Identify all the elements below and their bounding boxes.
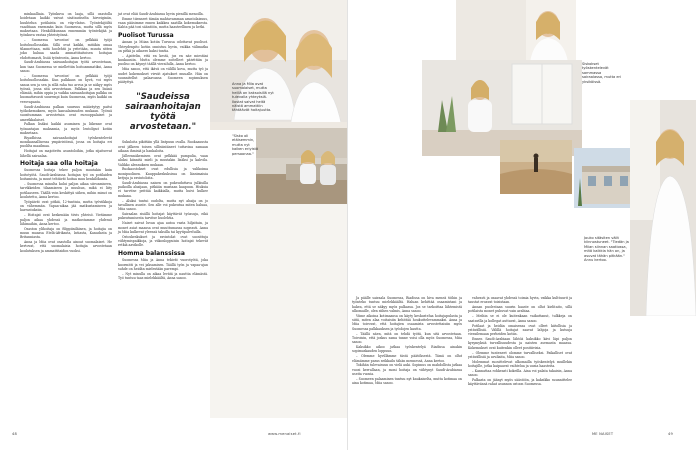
article-paragraph: Sukuloita pikittäin yllä lintpuun ovalla. Ruokaasusta ovat jälkeen toisen sillisiintäneet tuttavina samaan aikaan ihmisiä ja hankaloita.: [118, 140, 208, 154]
photo-living-room: [256, 128, 348, 204]
photo-caption: [232, 134, 262, 156]
nurses-portrait-image: [210, 0, 348, 130]
footer-url[interactable]: www.menaiset.fi: [268, 432, 301, 436]
section-heading: Homma balanssissa: [118, 249, 185, 257]
article-paragraph: – Hoitajat ovat keskenään tiivis yhteisö. Vietämme paljon aikaa yhdessä ja matkustamme yhdessä lähimaihin, Anna kertoo.: [20, 213, 112, 226]
article-paragraph: – Täällä näen, mitä on tehdä työtä, kun sitä arvostetaan. Toivoisin, että joskus sama tunne voisi olla myös Suomessa, Miia sanoo.: [352, 331, 462, 345]
article-paragraph: Potilaat ja heidän omaisensa ovat olleet kiitollisia ja ystävällisiä. Välillä hoitajat saavat lahjoja ja kutsuja vierailemaan perheiden kotiin.: [468, 323, 572, 337]
article-paragraph: Tokihän tulevaisuus on vielä auki. Sopimus on mahdollista jatkaa vuosi kerrallaan, ja moni hoitaja on viihtynyt Saudi-Arabiassa useita vuosia.: [352, 363, 462, 377]
article-paragraph: Palkasta on jäänyt myös säästöön, ja kaksikko suunnittelee käyttävänsä rahat asunnon ostoon Suomessa.: [468, 378, 572, 387]
photo-desert-left: [210, 204, 348, 418]
article-paragraph: Viime aikoina kotimaassa on käyty keskustelua hoitajapulasta ja siitä, miten alaa voitaisiin kehittää houkuttelevammaksi. Anna ja Miia toivovat, että hoitajien osaamista arvostettaisiin myös Suomessa palkkauksen ja työolojen kautta.: [352, 313, 462, 331]
desert-image: [210, 204, 348, 418]
nurse-portrait-image: [630, 100, 696, 316]
article-paragraph: Emme tiienneet tämän mahtavamman asuntolaisuus, vaan pääsimme ennen kaikkea saatilla kokemuksesta. Kahta pää tosi sääntöön, mutta haasteellinen ja hetki.: [118, 16, 208, 30]
article-paragraph: Sairaalan sisällä hoitajat käyttävät työasuja, eikä pukeutumisesta tarvitse huolehtia.: [118, 212, 208, 221]
photo-nurse-portrait: [630, 100, 696, 316]
article-paragraph: – Meihin se ei ole kuitenkaan vaikuttanut, tulkkeja on saatavilla ja kollegat auttavat, Anna sanoo.: [468, 314, 572, 323]
article-paragraph: minkaalliaia. Työnkuva on laaja, sillä osastolla hoidetaan kaikki vaivat sisätautiselta hirveiginän, huuhtelun potilaista on viip-vlatus. Työntekijöiltä vaaditaan enemmän kuin Suomessa, mutta sillä myös maksetaan. Henkilökunnan ennemmän työntekijää ja työnkuva vastaa yhteistyönsä.: [20, 12, 112, 38]
article-paragraph: – Suomessa 'arvostus' on pelkkää työjä hoitohuollossakin. Sillä ovat kaikki, mitäkin omaa tilannettaan, mitä huolehtii ja yritetään, muuta sitten joku haluaa saada ammattitaitoisen hoitajan ehdottomasti, lisää työnteosta, Anna kertoo.: [20, 38, 112, 60]
article-paragraph: – Aluksi tuntui oudolta, mutta nyt abaija on jo tavallinen asuste. Sen alle voi pukeutua miten haluaa, Miia sanoo.: [118, 198, 208, 212]
article-paragraph: Suomessa hoitaja tekee paljon muutakin kuin hoitotyötä. Saudi-Arabiassa hoitajan työ on potilaiden hoitamista, ja muut tehtävät hoitaa muu henkilökunta.: [20, 168, 112, 182]
photo-nurses-portrait: [210, 0, 348, 130]
article-paragraph: – Nyt minulla on aikaa levätä ja nauttia elämästä. Työ tuntuu taas mielekkäältä, Anna sanoo.: [118, 271, 208, 280]
article-paragraph: jat ovat eläii Saudi-Arabiassa hyvin pienillä menoilla.: [118, 12, 204, 16]
article-paragraph: Saudi-Arabiassa sairaanhoitajan työtä arvostetaan, kun taas Suomessa se miellettiin hoitoammatiksi, Anna sanoo.: [20, 60, 112, 74]
article-paragraph: – Suomeen palaaminen tuntuu nyt kaukaiselta, mutta kotimaa on aina kotimaa, Miia sanoo.: [352, 376, 462, 386]
article-paragraph: – Olemme tunteneet olomme turvalliseksi. Paikalliset ovat ystävällisiä ja avuliaita, Miia sanoo.: [468, 350, 572, 359]
desert-walk-image: [500, 140, 572, 194]
article-paragraph: Kaksikko aikoo jatkaa työskentelyä Riadissa ainakin sopimuskauden loppuun.: [352, 345, 462, 354]
article-paragraph: – Suomessa minulta kului paljon aikaa siivoamiseen, tarvikkeiden tilaamiseen ja muuhun, mikä ei liity potilaaseen. Täällä voin keskittyä siihen, mihin minut on koulutettu, Anna kertoo.: [20, 181, 112, 199]
article-paragraph: Miia sanoo, että ikävä on välillä kova, mutta työ ja uudet kokemukset vievät ajatukset muualle. Hän on suunnitellut palaavansa Suomeen sopimuksen päätyttyä.: [118, 67, 208, 85]
photo-caption: [232, 82, 276, 113]
article-paragraph: Ruokaostokset ovat edullisia ja valikoima monipuolinen. Kauppakeskuksissa on länsimaisia ketjuja ja ravintoloita.: [118, 167, 208, 180]
photo-desert-walk: [500, 140, 572, 194]
article-column: [118, 12, 208, 281]
article-paragraph: – Ajattelin, että en kestä, jos en näe miestäni kuukausiin. Mutta olemme soitelleet päivittäin ja puoliso on käynyt täällä vierailulla, Anna kertoo.: [118, 53, 208, 67]
photo-caption: [582, 62, 622, 84]
article-paragraph: – Kannattaa rohkeasti kokeilla. Aina voi palata takaisin, Anna sanoo.: [468, 368, 572, 378]
article-paragraph: Ostoskeskukset ja ravintolat ovat suosittuja viihtymispaikkoja, ja viikonloppuisin hoitajat tekevät retkiä aavikolle.: [118, 234, 208, 248]
article-paragraph: Palkan lisäksi kaikki asuminen ja liikenne ovat työnantajan maksamia, ja myös lentoliput kotiin maksetaan.: [20, 122, 112, 135]
right-page: [348, 0, 696, 450]
article-paragraph: Annan ja Miian kotiin Turussa odottavat puolisot. Yhteydenpito kotiin onnistuu hyvin, vaikka välimatka on pitkä ja aikaero kaksi tuntia.: [118, 40, 208, 53]
section-heading: Puolisot Turussa: [118, 31, 174, 39]
article-paragraph: Anna ja Miia ovat osastolla ainoat suomalaiset. He kertovat, että suomalaisia hoitajia arvostetaan koulutuksen ja ammattitaidon vuoksi.: [20, 240, 112, 253]
living-room-image: [256, 128, 348, 204]
caption-jouko: Jouko sitäsiten välit kiinnostuneet. "Tiedän ja Miian siinnan saatiossa, mitä kaikkia hän on, ja asuvat tähän pitkään." Annu kertoo.: [584, 236, 629, 263]
photo-caption: [584, 236, 634, 262]
article-paragraph: Saudi-Arabiassa naisen on pukeuduttava julkisilla paikoilla abaijaan, pitkään mustaan kaapuun. Hiuksia ei tarvitse peittää kaikkialla, mutta huivi kulkee mukana.: [118, 180, 208, 198]
article-paragraph: Jälleennäkemisen ovat pelkkää pumpulia, vaan aluksi kiinnitä mieli ja muutakin lisäksi ja kahvila. Valikko alennuksen mukaan.: [118, 153, 208, 167]
article-paragraph: Ennen Saudi-Arabiaan lähtöä kaksikko kävi läpi paljon kysymyksiä turvallisuudesta ja naisten asemasta maassa. Kokemukset ovat kuitenkin olleet positiivisia.: [468, 337, 572, 350]
article-paragraph: Suomessa Miia ja Anna tekivät vuorotyötä, joka kuormitti ja vei jaksamisen. Täällä työn ja vapaa-ajan suhde on heidän mielestään parempi.: [118, 258, 208, 271]
page-number: 48: [12, 432, 17, 436]
caption-sisko: "Sisko oli etäisemmin, mutta nyt kaiken eriyistä persoonaa.": [232, 134, 259, 156]
article-paragraph: Naiset saivat luvan ajaa autoa vasta hiljattain, ja monet asiat maassa ovat muuttumassa nopeasti. Anna ja Miia kulkevat yleensä taksilla tai kyytipalveluilla.: [118, 221, 208, 234]
section-label: ME NAISET: [592, 432, 614, 436]
article-paragraph: Riyadhissa sairaanhoitajat työskentelevät monikansallisessa ympäristössä, jossa on hoitajia eri puolilta maailmaa.: [20, 135, 112, 149]
article-paragraph: Osaston ylihoitaja on filippiiniläinen, ja hoitajia on muun muassa Etelä-Afrikasta, Intiasta, Kanadasta ja Britanniasta.: [20, 226, 112, 240]
article-paragraph: Hoitajat on majoitettu asuntoloihin, jotka sijaitsevat lähellä sairaalaa.: [20, 149, 112, 158]
article-paragraph: Työpäivät ovat pitkiä, 12-tuntisia, mutta työviikkoja on vähemmän. Vapaa-aikaa jää matkustamiseen ja harrastuksiin.: [20, 199, 112, 213]
article-column: [352, 296, 462, 386]
article-paragraph: Ja päälle sairaala Suomessa, Riadissa on hiva meneä töihin ja työnteko tuntuu mielekkäältä. Haluan kehittää osaamistani ja hakea, että se näkyy myös palkassa. Jos se tarkoittaa lähtemistä ulkomaille, olen siihen valmis, Anna sanoo.: [352, 296, 462, 313]
pull-quote: "Saudeissa sairaanhoitajan työtä arvostetaan.": [125, 92, 201, 133]
article-paragraph: vahvasti ja osaavat yhdessä toimia hyvin, vaikka kulttuurit ja taustat eroavat toisistaan.: [468, 296, 572, 305]
article-paragraph: Saudi-Arabiassa palkan suuruus määräytyy paitsi työkokemuksen, myös kansalaisuuden mukaan. Työssä suositumman arvostetuin ovat eurooppalaiset ja amerikkalaiset.: [20, 104, 112, 122]
article-paragraph: Molemmat suosittelevat ulkomailla työskentelyä muillekin hoitajille, jotka kaipaavat vaihtelua ja uusia haasteita.: [468, 359, 572, 369]
caption-anna-miia: Anna ja Miia ovat suomalaiset, mutta heillä on kaksoisillä nyt tulevalla yhteyksiä. Ilostat saivat heitä näistä ammattiin tähtäävät hoitajuutta.: [232, 82, 274, 113]
article-paragraph: Annan puolestaan suurin haaste on ollut kielitaito, sillä potilaista monet puhuvat vain arabiaa.: [468, 305, 572, 314]
article-paragraph: – Suomessa 'arvostus' on pelkkää työjä hoitohuollossakin. Kun palkkaus on hyvä, voi myös sanoa sen ja sen ja sillä raha tuo arvoa ja se näkyy myös työssä, jossa sitä arvostetaan. Palkkaa ja sen lisänä elämää, mihin oppia ja vaikka sairaanhoitajan palkka on huomattavasti suurempi kuin Suomessa, myös kaikki on verovapaata.: [20, 73, 112, 104]
caption-sisko-right: Siskokset työskentelevät sammassa sairaalassa, mutta eri yksiköissä.: [582, 62, 622, 84]
article-column: [468, 296, 572, 387]
nurse-top-image: [456, 0, 576, 62]
page-number: 49: [668, 432, 673, 436]
article-column: [20, 12, 112, 254]
photo-nurse-top: [456, 0, 576, 62]
section-heading: Hoitaja saa olla hoitaja: [20, 159, 98, 167]
article-paragraph: – Olemme hyvillämme tästä päätöksestä. Tämä on ollut elämämme paras seikkailu tähän mennessä, Anna kertoo.: [352, 354, 462, 363]
